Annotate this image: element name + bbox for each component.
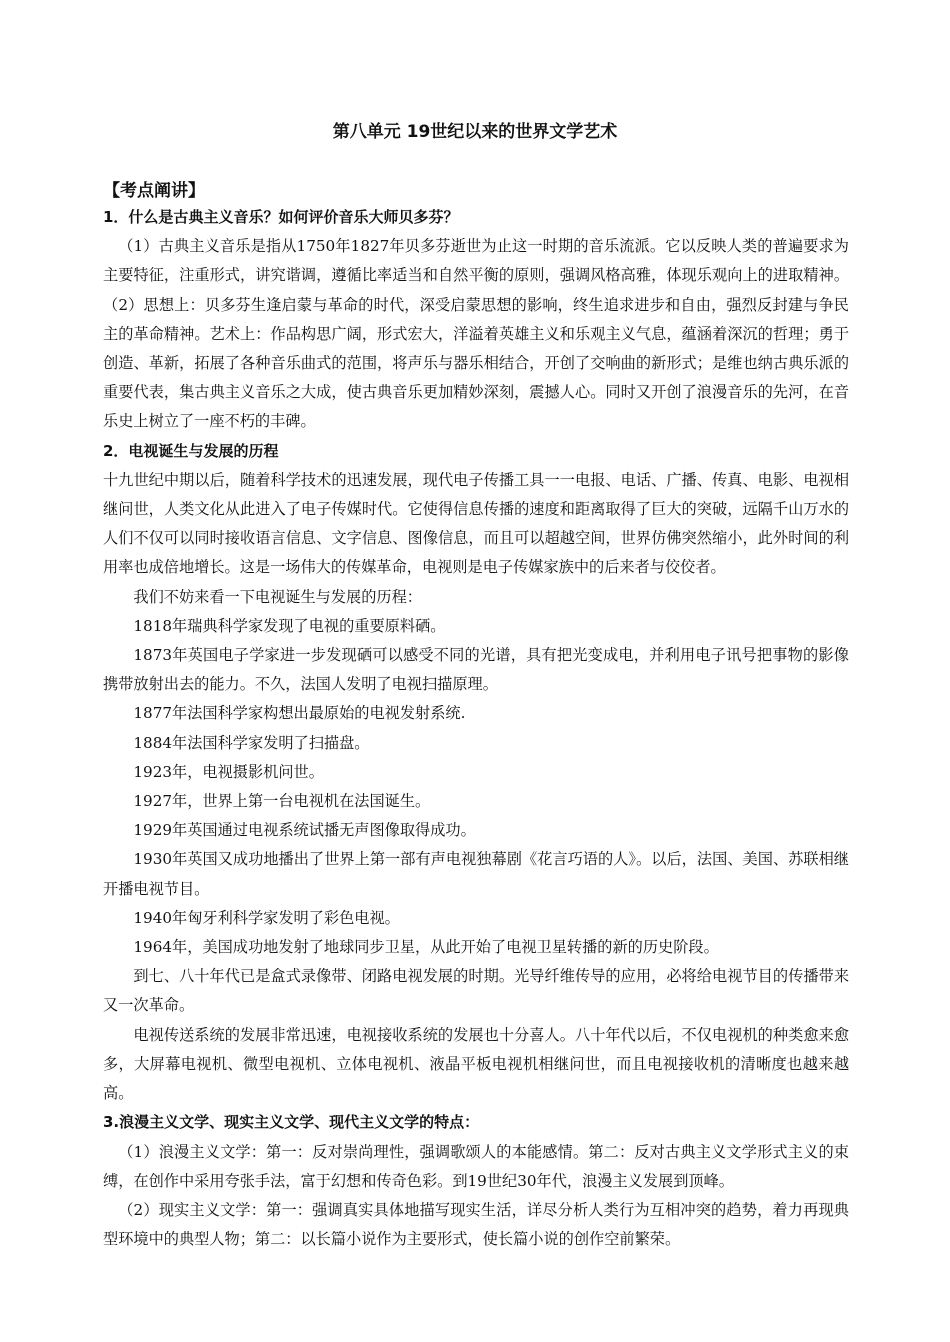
- question-2-heading: 2．电视诞生与发展的历程: [103, 441, 279, 460]
- document-title: 第八单元 19世纪以来的世界文学艺术: [332, 122, 618, 142]
- question-1-answer: （1）古典主义音乐是指从1750年1827年贝多芬逝世为止这一时期的音乐流派。它以反映人类的普遍要求为主要特征，注重形式，讲究谐调，遵循比率适当和自然平衡的原则，强调风格高雅，体现乐观向上的进取精神。（2）思想上：贝多芬生逢启蒙与革命的时代，深受启蒙思想的影响，终生追求进步和自由，强烈反封建与争民主的革命精神。艺术上：作品构思广阔，形式宏大，洋溢着英雄主义和乐观主义气息，蕴涵着深沉的哲理；勇于创造、革新，拓展了各种音乐曲式的范围，将声乐与器乐相结合，开创了交响曲的新形式；是维也纳古典乐派的重要代表，集古典主义音乐之大成，使古典音乐更加精妙深刻，震撼人心。同时又开创了浪漫音乐的先河，在音乐史上树立了一座不朽的丰碑。: [103, 237, 849, 431]
- timeline-item: 1873年英国电子学家进一步发现硒可以感受不同的光谱，具有把光变成电，并利用电子讯号把事物的影像携带放射出去的能力。不久，法国人发明了电视扫描原理。: [103, 646, 849, 694]
- question-2-intro: 十九世纪中期以后，随着科学技术的迅速发展，现代电子传播工具一一电报、电话、广播、传真、电影、电视相继问世，人类文化从此进入了电子传媒时代。它使得信息传播的速度和距离取得了巨大的突破，远隔千山万水的人们不仅可以同时接收语言信息、文字信息、图像信息，而且可以超越空间，世界仿佛突然缩小，此外时间的利用率也成倍地增长。这是一场伟大的传媒革命，电视则是电子传媒家族中的后来者与佼佼者。: [103, 470, 849, 577]
- timeline-item: 1877年法国科学家构想出最原始的电视发射系统.: [133, 704, 466, 723]
- section-heading: 【考点阐讲】: [103, 181, 205, 201]
- romanticism-paragraph: （1）浪漫主义文学：第一：反对崇尚理性，强调歌颂人的本能感情。第二：反对古典主义文学形式主义的束缚，在创作中采用夸张手法，富于幻想和传奇色彩。到19世纪30年代，浪漫主义发展到顶峰。: [103, 1142, 849, 1190]
- question-3-heading: 3.浪漫主义文学、现实主义文学、现代主义文学的特点：: [103, 1113, 480, 1132]
- document-body: [103, 203, 849, 1254]
- timeline-item: 1964年，美国成功地发射了地球同步卫星，从此开始了电视卫星转播的新的历史阶段。: [133, 938, 719, 957]
- timeline-item: 1930年英国又成功地播出了世界上第一部有声电视独幕剧《花言巧语的人》。以后，法国、美国、苏联相继开播电视节目。: [103, 850, 849, 898]
- timeline-item: 1818年瑞典科学家发现了电视的重要原料硒。: [133, 616, 446, 635]
- timeline-item: 到七、八十年代已是盒式录像带、闭路电视发展的时期。光导纤维传导的应用，必将给电视节目的传播带来又一次革命。: [103, 967, 849, 1015]
- timeline-item: 1929年英国通过电视系统试播无声图像取得成功。: [133, 821, 476, 840]
- question-2-lead: 我们不妨来看一下电视诞生与发展的历程：: [133, 587, 422, 606]
- question-1-heading: 1．什么是古典主义音乐？如何评价音乐大师贝多芬？: [103, 208, 459, 226]
- timeline-item: 电视传送系统的发展非常迅速，电视接收系统的发展也十分喜人。八十年代以后，不仅电视机的种类愈来愈多，大屏幕电视机、微型电视机、立体电视机、液晶平板电视机相继问世，而且电视接收机的清晰度也越来越高。: [103, 1025, 849, 1103]
- timeline-item: 1927年，世界上第一台电视机在法国诞生。: [133, 792, 431, 811]
- timeline-item: 1940年匈牙利科学家发明了彩色电视。: [133, 908, 400, 927]
- timeline-item: 1884年法国科学家发明了扫描盘。: [133, 733, 370, 752]
- timeline-item: 1923年，电视摄影机问世。: [133, 762, 324, 781]
- realism-paragraph: （2）现实主义文学：第一：强调真实具体地描写现实生活，详尽分析人类行为互相冲突的趋势，着力再现典型环境中的典型人物；第二：以长篇小说作为主要形式，使长篇小说的创作空前繁荣。: [103, 1200, 849, 1249]
